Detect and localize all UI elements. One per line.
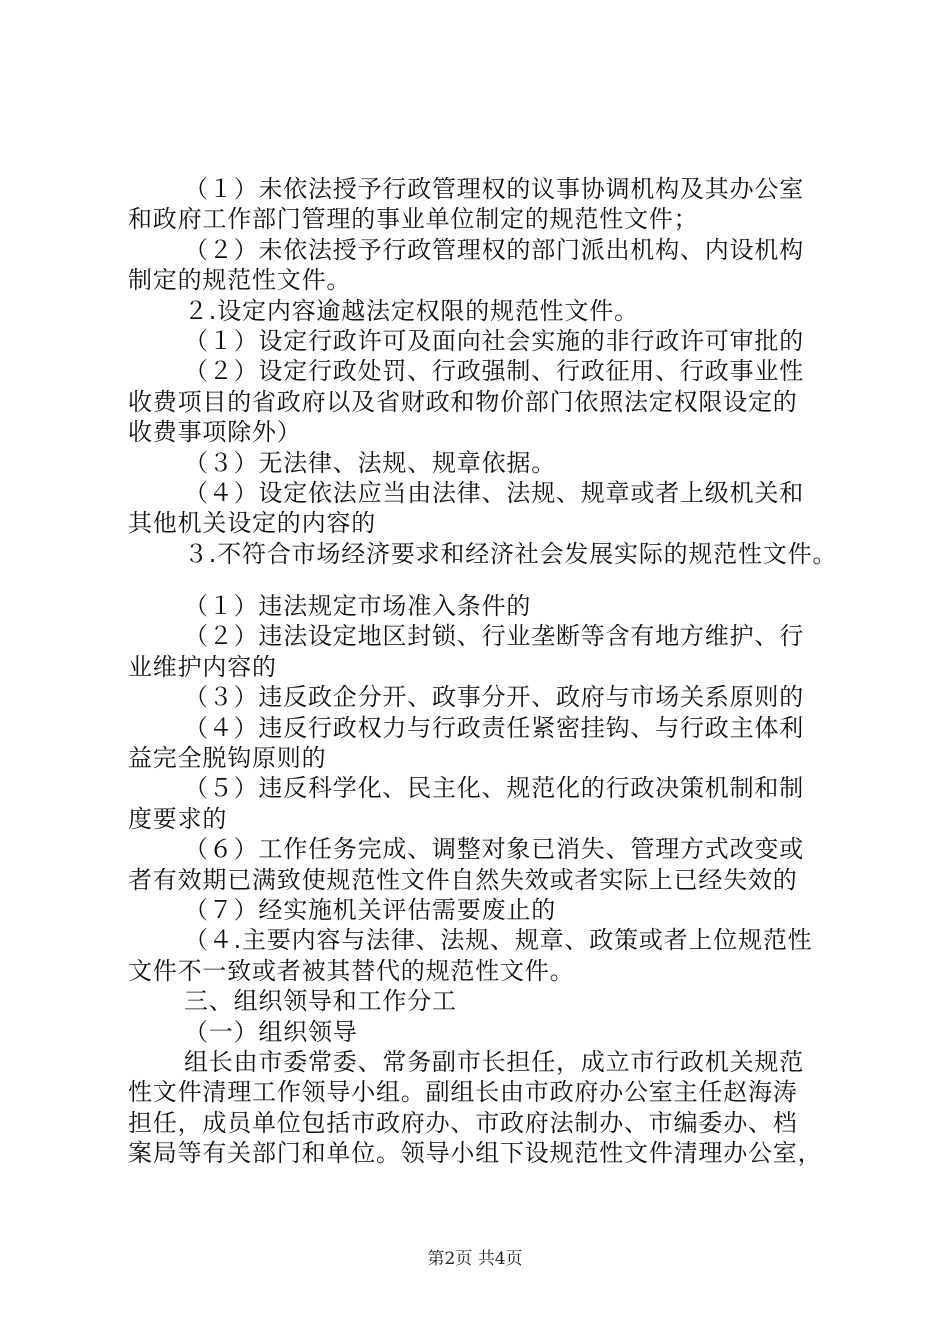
text-line: （２）设定行政处罚、行政强制、行政征用、行政事业性 [184,357,804,386]
section-heading: ２.设定内容逾越法定权限的规范性文件。 [184,296,639,325]
text-line: 组长由市委常委、常务副市长担任，成立市行政机关规范 [184,1047,804,1076]
section-heading: ３.不符合市场经济要求和经济社会发展实际的规范性文件。 [184,539,838,568]
text-line: 文件不一致或者被其替代的规范性文件。 [128,956,575,985]
text-line: 业维护内容的 [128,652,277,681]
document-body [128,174,840,1169]
paragraph-gap [128,569,840,591]
text-line: （４）设定依法应当由法律、法规、规章或者上级机关和 [184,478,804,507]
text-line: （７）经实施机关评估需要废止的 [184,895,556,924]
text-line: 案局等有关部门和单位。领导小组下设规范性文件清理办公室， [128,1139,823,1168]
text-line: （３）违反政企分开、政事分开、政府与市场关系原则的 [184,683,804,712]
text-line: （１）设定行政许可及面向社会实施的非行政许可审批的 [184,326,804,355]
text-line: 收费事项除外） [128,418,302,447]
text-line: 收费项目的省政府以及省财政和物价部门依照法定权限设定的 [128,387,798,416]
page-footer: 第2页 共4页 [427,1249,523,1269]
text-line: （６）工作任务完成、调整对象已消失、管理方式改变或 [184,835,804,864]
text-line: 制定的规范性文件。 [128,266,352,295]
text-line: （４）违反行政权力与行政责任紧密挂钩、与行政主体利 [184,713,804,742]
text-line: （１）违法规定市场准入条件的 [184,592,532,621]
chapter-heading: 三、组织领导和工作分工 [184,987,457,1016]
text-line: 担任，成员单位包括市政府办、市政府法制办、市编委办、档 [128,1108,798,1137]
text-line: 其他机关设定的内容的 [128,509,376,538]
text-line: 和政府工作部门管理的事业单位制定的规范性文件； [128,205,699,234]
section-heading: （４.主要内容与法律、法规、规章、政策或者上位规范性 [184,926,813,955]
text-line: 者有效期已满致使规范性文件自然失效或者实际上已经失效的 [128,865,798,894]
text-line: （３）无法律、法规、规章依据。 [184,448,556,477]
text-line: 益完全脱钩原则的 [128,744,327,773]
text-line: （１）未依法授予行政管理权的议事协调机构及其办公室 [184,175,804,203]
text-line: 性文件清理工作领导小组。副组长由市政府办公室主任赵海涛 [128,1078,798,1107]
text-line: （２）未依法授予行政管理权的部门派出机构、内设机构 [184,235,804,264]
text-line: （５）违反科学化、民主化、规范化的行政决策机制和制 [184,774,804,803]
text-line: （２）违法设定地区封锁、行业垄断等含有地方维护、行 [184,622,804,651]
subsection-heading: （一）组织领导 [184,1017,358,1046]
text-line: 度要求的 [128,804,228,833]
